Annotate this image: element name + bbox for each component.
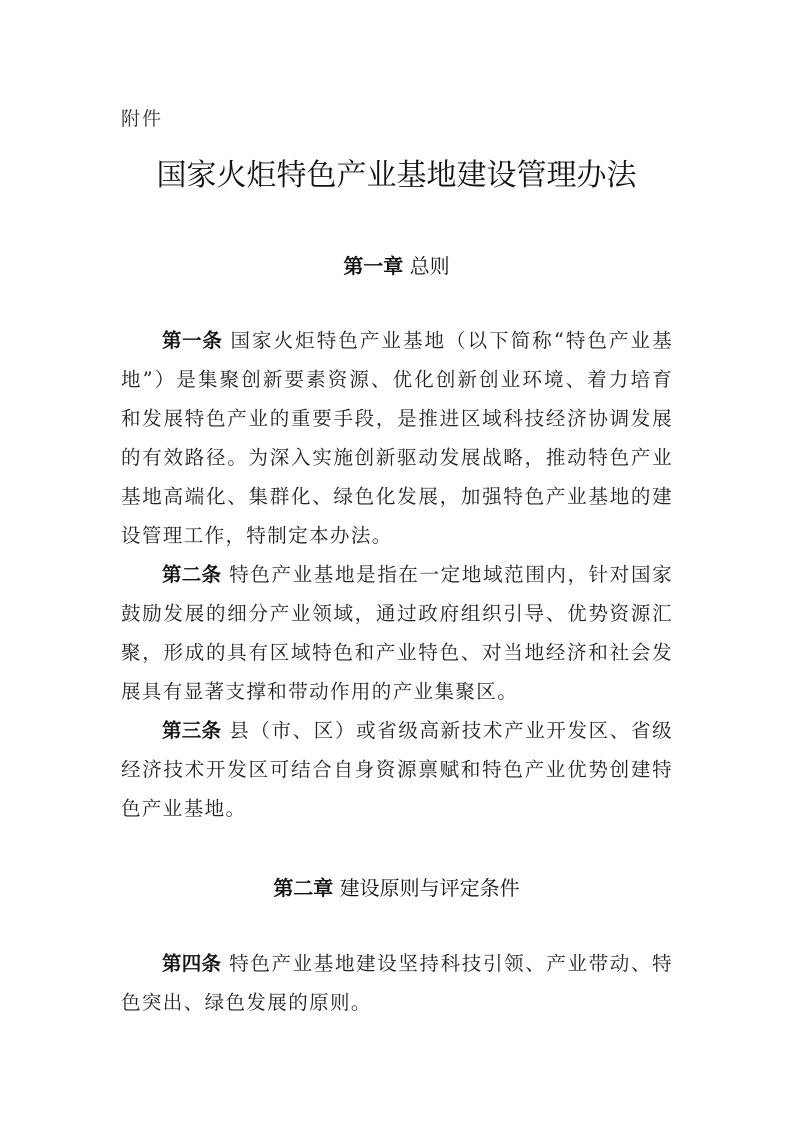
chapter-name: 建设原则与评定条件 (339, 876, 520, 900)
chapter-heading-1 (0, 250, 793, 279)
chapter-number: 第一章 (343, 254, 404, 278)
chapter-name: 总则 (409, 254, 450, 278)
document-title: 国家火炬特色产业基地建设管理办法 (156, 158, 637, 193)
article-text: 国家火炬特色产业基地（以下简称“特色产业基地”）是集聚创新要素资源、优化创新创业环境、着力培育和发展特色产业的重要手段，是推进区域科技经济协调发展的有效路径。为深入实施创新驱动发展战略，推动特色产业基地高端化、集群化、绿色化发展，加强特色产业基地的建设管理工作，特制定本办法。 (121, 329, 673, 547)
attachment-label: 附件 (121, 108, 164, 130)
article-label: 第三条 (162, 719, 222, 742)
article-text: 县（市、区）或省级高新技术产业开发区、省级经济技术开发区可结合自身资源禀赋和特色产业优势创建特色产业基地。 (121, 719, 673, 820)
article-1 (121, 321, 673, 555)
article-label: 第一条 (162, 329, 223, 352)
article-4 (121, 944, 673, 1022)
chapter-heading-2 (0, 872, 793, 901)
article-text: 特色产业基地建设坚持科技引领、产业带动、特色突出、绿色发展的原则。 (121, 952, 673, 1014)
article-text: 特色产业基地是指在一定地域范围内，针对国家鼓励发展的细分产业领域，通过政府组织引导、优势资源汇聚，形成的具有区域特色和产业特色、对当地经济和社会发展具有显著支撑和带动作用的产业集聚区。 (121, 563, 673, 703)
chapter-number: 第二章 (273, 876, 334, 900)
article-label: 第二条 (162, 563, 222, 586)
article-2 (121, 555, 673, 711)
article-label: 第四条 (162, 952, 222, 975)
article-3 (121, 711, 673, 828)
